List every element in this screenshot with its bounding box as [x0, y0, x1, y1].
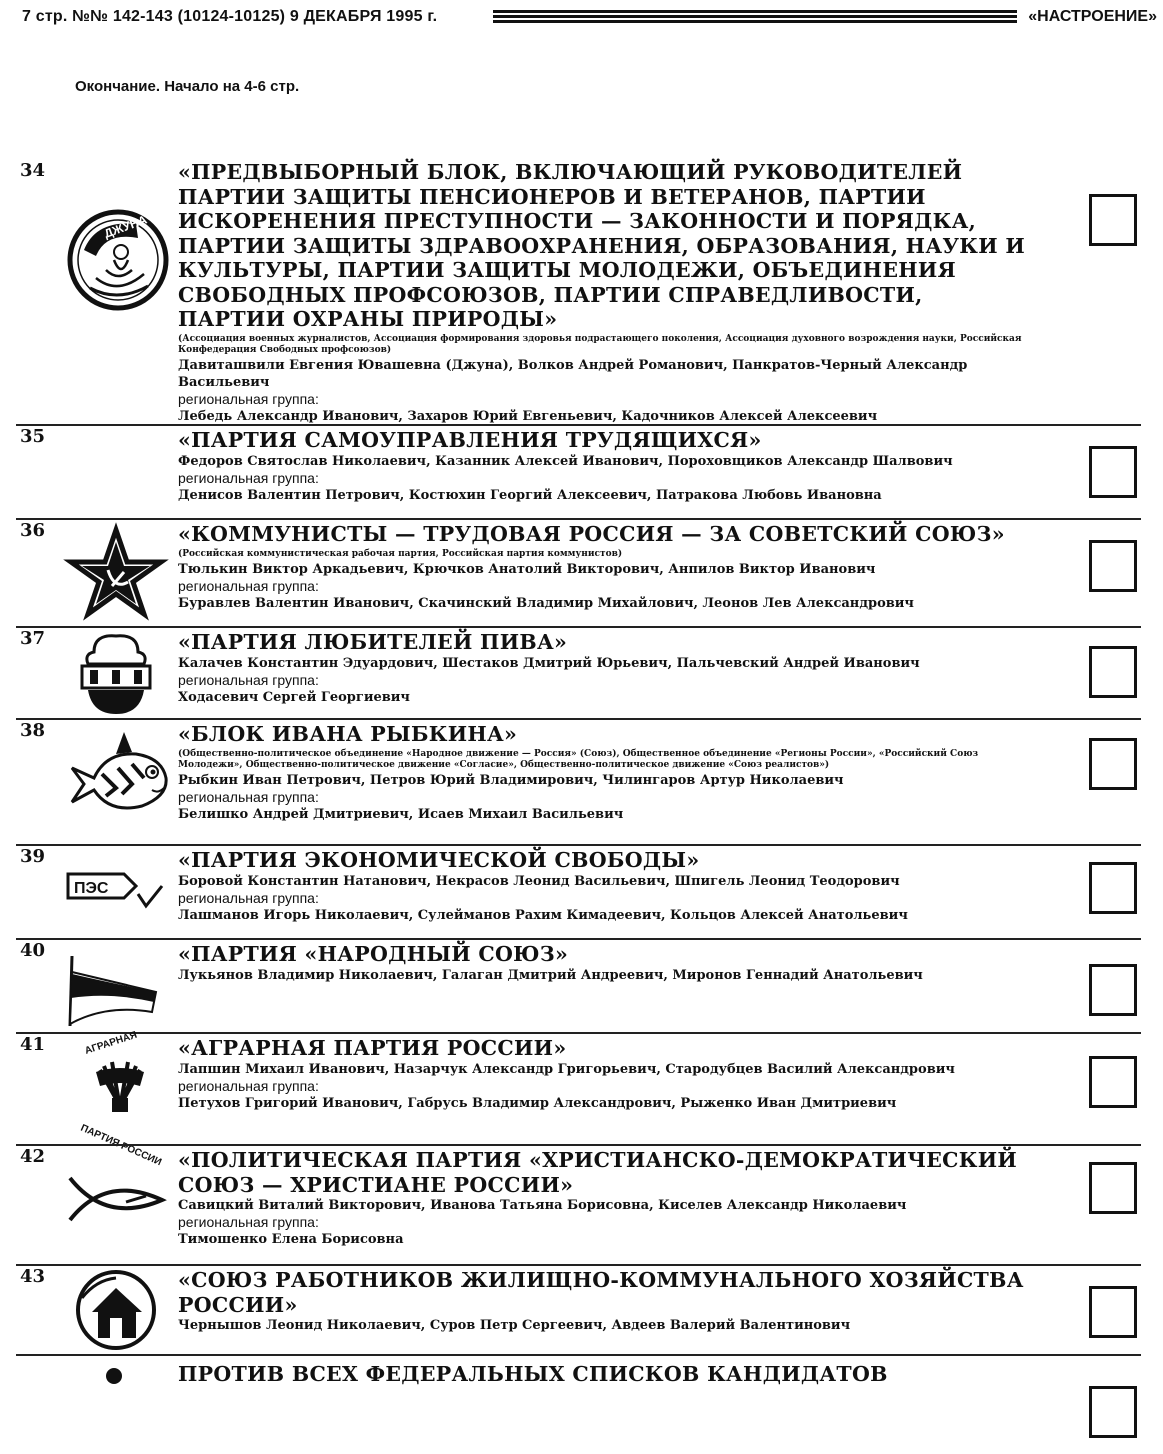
entry-number: 43 [20, 1266, 46, 1287]
federal-candidates: Лапшин Михаил Иванович, Назарчук Александр Григорьевич, Стародубцев Василий Александрович [178, 1061, 955, 1077]
fish-icon [66, 728, 176, 818]
party-title: «ПАРТИЯ ЭКОНОМИЧЕСКОЙ СВОБОДЫ» [178, 848, 700, 872]
vote-checkbox-43[interactable] [1089, 1286, 1137, 1338]
ballot-entry-40 [16, 938, 1141, 1032]
regional-candidates: Петухов Григорий Иванович, Габрусь Владимир Александрович, Рыженко Иван Дмитриевич [178, 1095, 897, 1111]
vote-checkbox-against-all[interactable] [1089, 1386, 1137, 1438]
regional-label: региональная группа: [178, 390, 319, 407]
party-subtitle: (Общественно-политическое объединение «Народное движение — Россия» (Союз), Общественное объединение «Регионы России», «Российский Союз Молодежи», Общественно-политическое движение «Согласие», Общественно-политическое движение «Союз реалистов») [178, 748, 979, 770]
entry-body [178, 1148, 1029, 1248]
entry-body [178, 1036, 1029, 1112]
vote-checkbox-38[interactable] [1089, 738, 1137, 790]
ballot-entry-43 [16, 1264, 1141, 1354]
regional-label: региональная группа: [178, 469, 319, 486]
regional-label: региональная группа: [178, 577, 319, 594]
issue-info: 7 стр. №№ 142-143 (10124-10125) 9 ДЕКАБРЯ 1995 г. [22, 8, 438, 25]
entry-body [178, 722, 1029, 823]
ballot-entry-36 [16, 518, 1141, 624]
federal-candidates: Савицкий Виталий Викторович, Иванова Татьяна Борисовна, Киселев Александр Николаевич [178, 1198, 907, 1213]
party-title: «ПАРТИЯ САМОУПРАВЛЕНИЯ ТРУДЯЩИХСЯ» [178, 428, 762, 452]
regional-candidates: Денисов Валентин Петрович, Костюхин Георгий Алексеевич, Патракова Любовь Ивановна [178, 487, 882, 503]
continuation-note: Окончание. Начало на 4-6 стр. [75, 78, 300, 95]
regional-candidates: Белишко Андрей Дмитриевич, Исаев Михаил Васильевич [178, 806, 624, 822]
ballot-entry-42 [16, 1144, 1141, 1264]
against-all-title: ПРОТИВ ВСЕХ ФЕДЕРАЛЬНЫХ СПИСКОВ КАНДИДАТОВ [178, 1362, 888, 1386]
federal-candidates: Федоров Святослав Николаевич, Казанник Алексей Иванович, Пороховщиков Александр Шалвович [178, 453, 953, 469]
party-subtitle: (Российская коммунистическая рабочая партия, Российская партия коммунистов) [178, 548, 623, 559]
regional-label: региональная группа: [178, 889, 319, 906]
entry-body [178, 428, 1029, 504]
vote-checkbox-40[interactable] [1089, 964, 1137, 1016]
vote-checkbox-39[interactable] [1089, 862, 1137, 914]
ballot-entry-38 [16, 718, 1141, 844]
svg-text:ДЖУНА: ДЖУНА [102, 212, 149, 241]
entry-body [178, 630, 1029, 706]
agrarian-wheat-icon [66, 1029, 176, 1169]
vote-checkbox-36[interactable] [1089, 540, 1137, 592]
party-title: «БЛОК ИВАНА РЫБКИНА» [178, 722, 518, 746]
vote-checkbox-34[interactable] [1089, 194, 1137, 246]
entry-body [178, 160, 1029, 425]
ballot-entry-39 [16, 844, 1141, 938]
federal-candidates: Калачев Константин Эдуардович, Шестаков Дмитрий Юрьевич, Пальчевский Андрей Иванович [178, 655, 920, 671]
party-title: «ПАРТИЯ ЛЮБИТЕЛЕЙ ПИВА» [178, 630, 568, 654]
federal-candidates: Чернышов Леонид Николаевич, Суров Петр Сергеевич, Авдеев Валерий Валентинович [178, 1318, 851, 1333]
ballot-entry-35 [16, 424, 1141, 516]
svg-text:ПЭС: ПЭС [74, 880, 109, 897]
entry-number: 41 [20, 1034, 46, 1055]
ballot-entry-against-all [16, 1354, 1141, 1450]
regional-candidates: Буравлев Валентин Иванович, Скачинский Владимир Михайлович, Леонов Лев Александрович [178, 595, 914, 611]
vote-checkbox-41[interactable] [1089, 1056, 1137, 1108]
federal-candidates: Лукьянов Владимир Николаевич, Галаган Дмитрий Андреевич, Миронов Геннадий Анатольевич [178, 967, 923, 983]
ballot-entry-37 [16, 626, 1141, 718]
header-rules [493, 10, 1017, 26]
regional-label: региональная группа: [178, 671, 319, 688]
entry-body [178, 1268, 1029, 1334]
entry-number: 40 [20, 940, 46, 961]
federal-candidates: Давиташвили Евгения Ювашевна (Джуна), Волков Андрей Романович, Панкратов-Черный Александр Васильевич [178, 357, 968, 390]
entry-number: 42 [20, 1146, 46, 1167]
regional-label: региональная группа: [178, 1077, 319, 1094]
entry-number: 37 [20, 628, 46, 649]
regional-candidates: Лебедь Александр Иванович, Захаров Юрий Евгеньевич, Кадочников Алексей Алексеевич [178, 408, 878, 424]
party-title: «ПАРТИЯ «НАРОДНЫЙ СОЮЗ» [178, 942, 569, 966]
ballot-entry-34 [16, 160, 1141, 422]
svg-text:АГРАРНАЯ: АГРАРНАЯ [83, 1029, 139, 1057]
beer-mug-icon [66, 630, 176, 720]
entry-number: 35 [20, 426, 46, 447]
page-header [8, 6, 1157, 32]
flag-icon [66, 952, 176, 1042]
entry-number: 34 [20, 160, 46, 181]
vote-checkbox-42[interactable] [1089, 1162, 1137, 1214]
federal-candidates: Тюлькин Виктор Аркадьевич, Крючков Анатолий Викторович, Анпилов Виктор Иванович [178, 561, 876, 577]
regional-candidates: Ходасевич Сергей Георгиевич [178, 689, 410, 705]
party-subtitle: (Ассоциация военных журналистов, Ассоциация формирования здоровья подрастающего поколения, Ассоциация духовного возрождения науки, Российская Конфедерация Свободных профсоюзов) [178, 333, 1022, 355]
entry-body [178, 1362, 1029, 1387]
vote-checkbox-37[interactable] [1089, 646, 1137, 698]
entry-body [178, 942, 1029, 984]
party-title: «СОЮЗ РАБОТНИКОВ ЖИЛИЩНО-КОММУНАЛЬНОГО ХОЗЯЙСТВА РОССИИ» [178, 1268, 1024, 1317]
regional-label: региональная группа: [178, 1214, 319, 1230]
regional-candidates: Тимошенко Елена Борисовна [178, 1232, 404, 1247]
dzhuna-logo-icon [66, 208, 176, 298]
house-circle-icon [66, 1268, 176, 1358]
party-title: «ПРЕДВЫБОРНЫЙ БЛОК, ВКЛЮЧАЮЩИЙ РУКОВОДИТЕЛЕЙ ПАРТИИ ЗАЩИТЫ ПЕНСИОНЕРОВ И ВЕТЕРАНОВ, ПАРТИИ ИСКОРЕНЕНИЯ ПРЕСТУПНОСТИ — ЗАКОННОСТИ И ПОРЯДКА, ПАРТИИ ЗАЩИТЫ ЗДРАВООХРАНЕНИЯ, ОБРАЗОВАНИЯ, НАУКИ И КУЛЬТУРЫ, ПАРТИИ ЗАЩИТЫ МОЛОДЕЖИ, ОБЪЕДИНЕНИЯ СВОБОДНЫХ ПРОФСОЮЗОВ, ПАРТИИ СПРАВЕДЛИВОСТИ, ПАРТИИ ОХРАНЫ ПРИРОДЫ» [178, 160, 1026, 331]
star-hammer-sickle-icon [66, 526, 176, 616]
regional-candidates: Лашманов Игорь Николаевич, Сулейманов Рахим Кимадеевич, Кольцов Алексей Анатольевич [178, 907, 908, 923]
party-title: «ПОЛИТИЧЕСКАЯ ПАРТИЯ «ХРИСТИАНСКО-ДЕМОКРАТИЧЕСКИЙ СОЮЗ — ХРИСТИАНЕ РОССИИ» [178, 1148, 1018, 1197]
entry-body [178, 522, 1029, 612]
regional-label: региональная группа: [178, 788, 319, 805]
party-title: «АГРАРНАЯ ПАРТИЯ РОССИИ» [178, 1036, 567, 1060]
entry-number: 39 [20, 846, 46, 867]
christian-fish-icon [66, 1174, 176, 1264]
entry-number: 38 [20, 720, 46, 741]
party-title: «КОММУНИСТЫ — ТРУДОВАЯ РОССИЯ — ЗА СОВЕТСКИЙ СОЮЗ» [178, 522, 1005, 546]
newspaper-name: «НАСТРОЕНИЕ» [1028, 8, 1157, 25]
federal-candidates: Рыбкин Иван Петрович, Петров Юрий Владимирович, Чилингаров Артур Николаевич [178, 772, 844, 788]
bullet-dot-icon [106, 1368, 122, 1384]
vote-checkbox-35[interactable] [1089, 446, 1137, 498]
svg-text:ПАРТИЯ РОССИИ: ПАРТИЯ РОССИИ [78, 1122, 164, 1169]
entry-number: 36 [20, 520, 46, 541]
entry-body [178, 848, 1029, 924]
federal-candidates: Боровой Константин Натанович, Некрасов Леонид Васильевич, Шпигель Леонид Теодорович [178, 873, 900, 889]
